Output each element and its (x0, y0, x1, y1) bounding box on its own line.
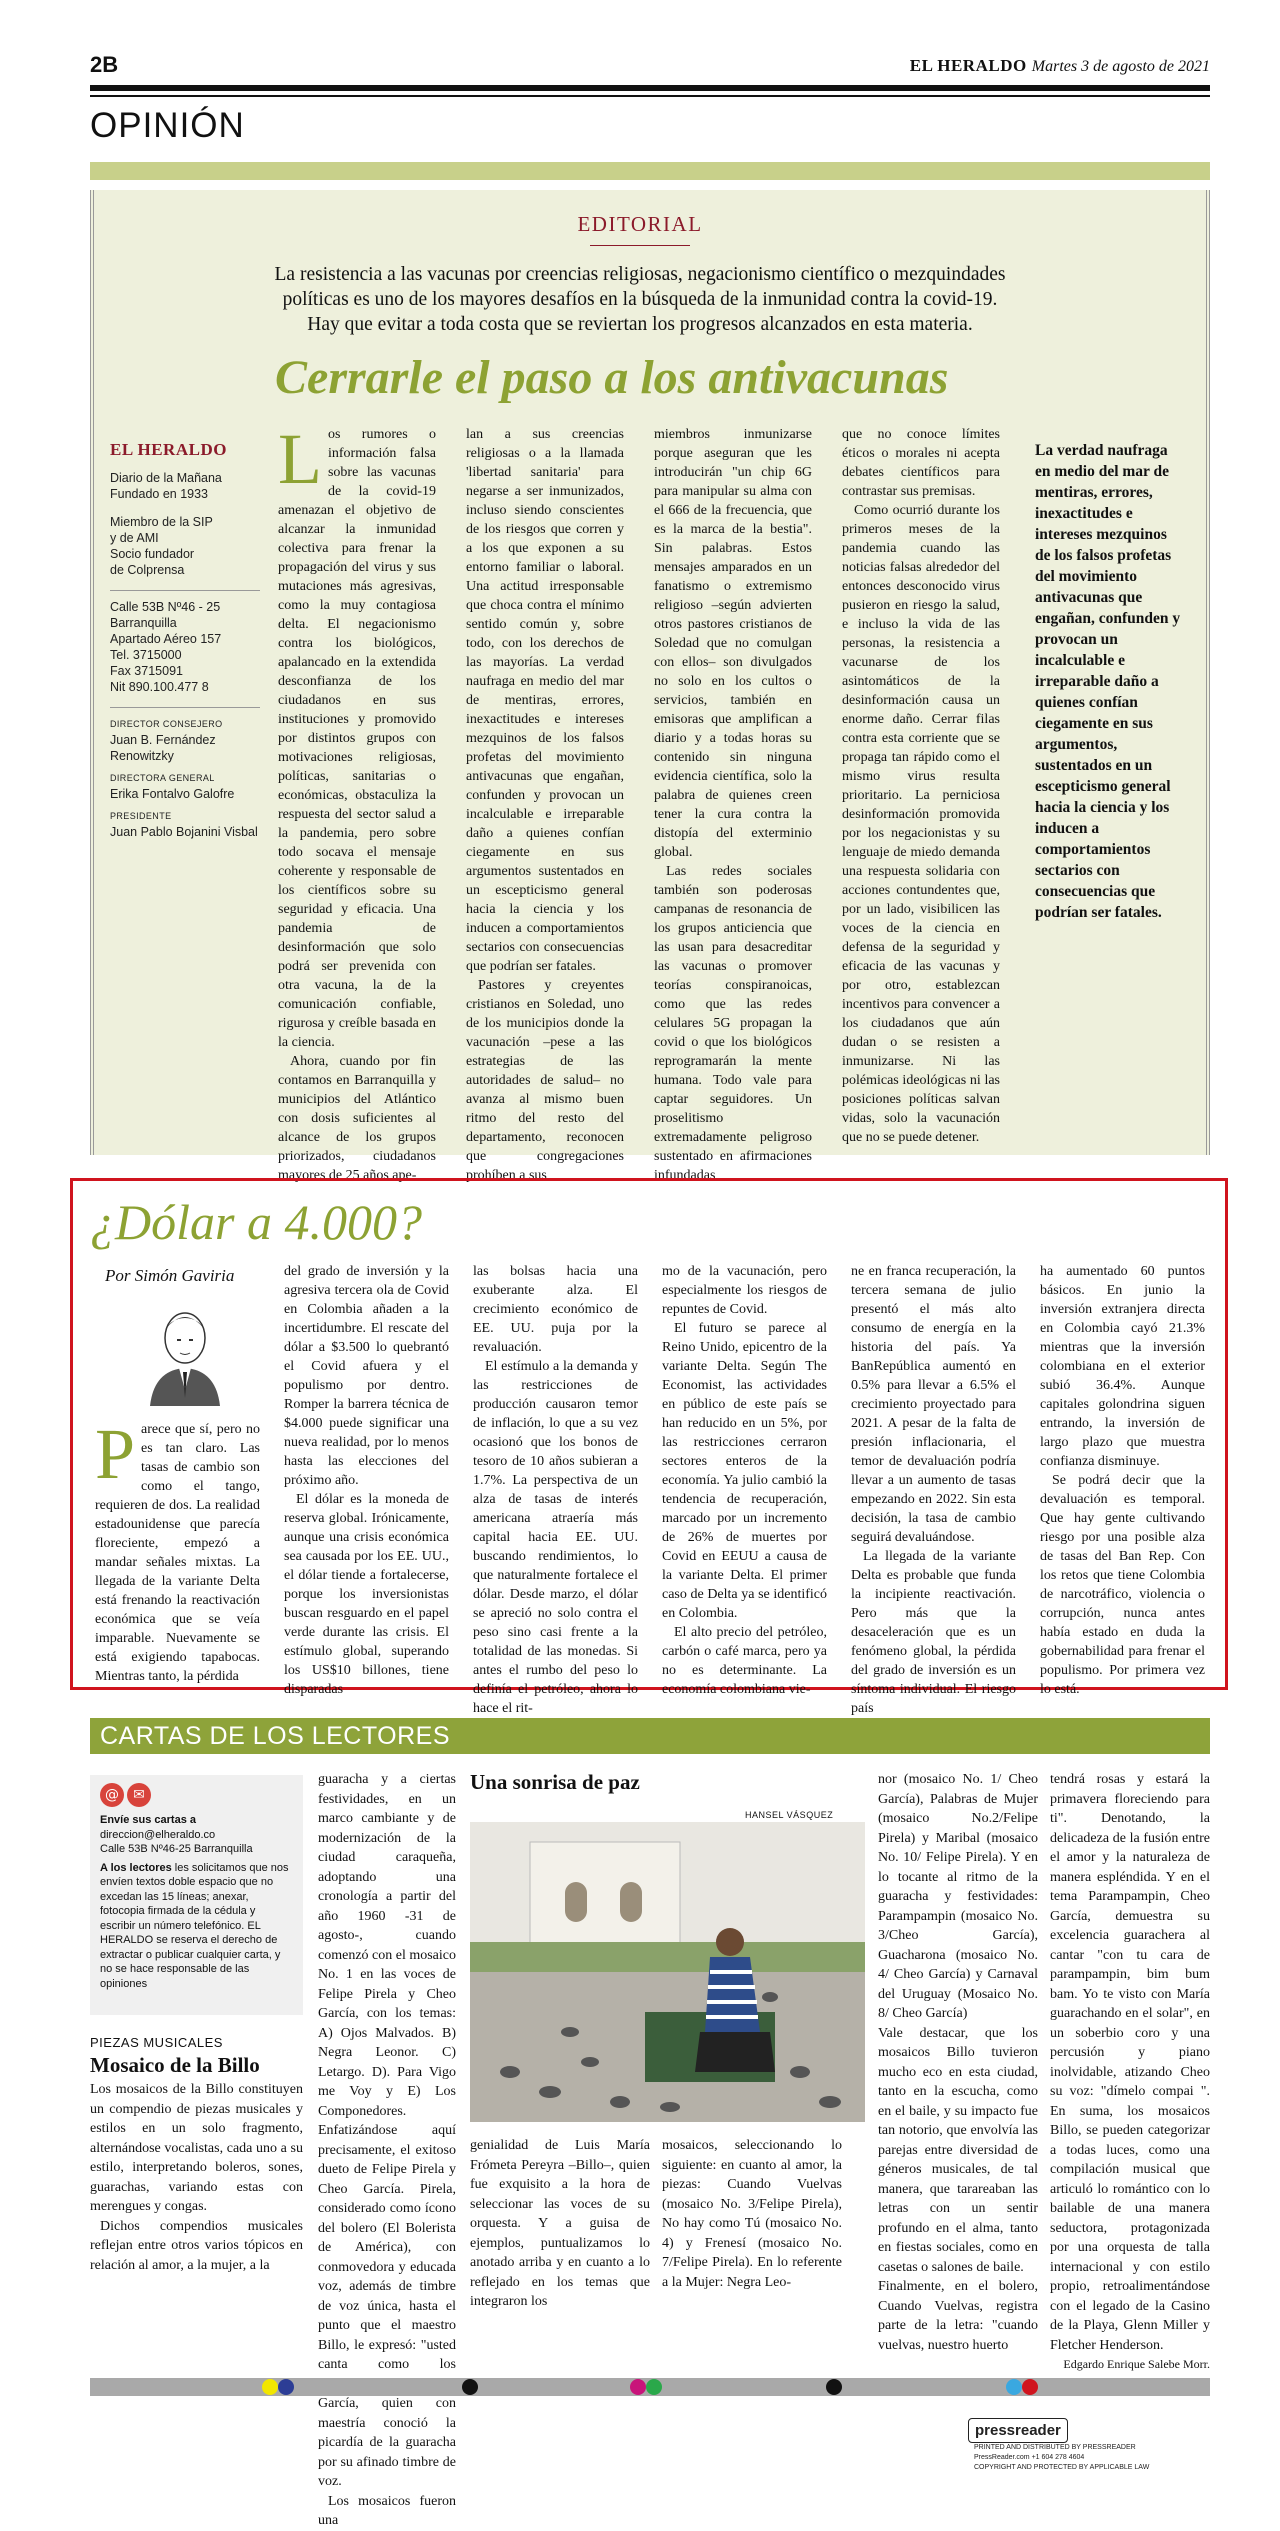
editorial-label-rule (590, 245, 690, 246)
masthead-tagline (110, 470, 260, 502)
letters-contact-box (90, 1775, 303, 2015)
staff-name: Juan Pablo Bojanini Visbal (110, 825, 258, 839)
registration-dot (1022, 2379, 1038, 2395)
address-line: Barranquilla (110, 616, 177, 630)
editorial-column-1 (278, 419, 436, 1183)
paragraph: Las redes sociales también son poderosas campanas de resonancia de los grupos anticiencia que las usan para desacreditar las vacunas o promover teorías conspiranoicas, como que las redes celulares 5G propagan la covid o que los biológicos reprogramarán la mente humana. Todo vale para captar seguidores. Un proselitismo extremadamente peligroso sustentado en afirmaciones infundadas (654, 864, 812, 1183)
paragraph: Dichos compendios musicales reflejan entre otros varios tópicos en relación al amor, a la mujer, a la (90, 2218, 303, 2273)
letter-column-3b (662, 2136, 842, 2370)
membership-line: Miembro de la SIP (110, 515, 213, 529)
editorial-pullquote: La verdad naufraga en medio del mar de mentiras, errores, inexactitudes e intereses mezquinos de los falsos profetas del movimiento antivacunas que engañan, confunden y provocan un incalculable e irreparable daño a quienes confían ciegamente en sus argumentos, sustentados en un escepticismo general hacia la ciencia y los inducen a comportamientos sectarios con consecuencias que podrían ser fatales. (1035, 442, 1181, 921)
pressreader-line: PRINTED AND DISTRIBUTED BY PRESSREADER (974, 2444, 1136, 2451)
contact-icons (100, 1783, 293, 1807)
paragraph: Los mosaicos fueron una (318, 2493, 456, 2528)
address-line: Fax 3715091 (110, 664, 183, 678)
paragraph: lan a sus creencias religiosas o a la llamada 'libertad sanitaria' para negarse a ser inmunizados, incluso siendo conscientes de los riesgos que corren y a los que exponen a su entorno familiar o laboral. Una actitud irresponsable que choca contra el mínimo sentido común y, sobre todo, con los derechos de las mayorías. La verdad naufraga en medio del mar de mentiras, errores, inexactitudes e intereses mezquinos de los falsos profetas del movimiento antivacunas que engañan, confunden y provocan un incalculable e irreparable daño a quienes confían ciegamente en sus argumentos sustentados en un escepticismo general hacia la ciencia y los inducen a comportamientos sectarios con consecuencias que podrían ser fatales. (466, 427, 624, 974)
editorial-column-2 (466, 425, 624, 1183)
address-line: Calle 53B Nº46 - 25 (110, 600, 221, 614)
issue-date: Martes 3 de agosto de 2021 (1031, 58, 1210, 75)
pressreader-badge[interactable] (968, 2418, 1218, 2471)
header-rule (90, 85, 1210, 91)
paragraph: El alto precio del petróleo, carbón o café marca, pero ya no es determinante. La economía colombiana vie- (662, 1625, 827, 1697)
editorial-column-4 (842, 425, 1000, 1145)
section-band (90, 162, 1210, 180)
paper-dateline (910, 56, 1210, 76)
pressreader-line: PressReader.com +1 604 278 4604 (974, 2454, 1085, 2461)
paragraph: Se podrá decir que la devaluación es temporal. Que hay gente cultivando riesgo por una posible alza de tasas del Ban Rep. Con los retos que tiene Colombia de narcotráfico, violencia o corrupción, nunca antes había estado en duda la gobernabilidad para frenar el populismo. Por primera vez lo está. (1040, 1473, 1205, 1697)
paragraph: mosaicos, seleccionando lo siguiente: en cuanto al amor, la piezas: Cuando Vuelvas (mosaico No. 3/Felipe Pirela), No hay como Tú (mosaico No. 4) y Frenesí (mosaico No. 7/Felipe Pirela). En lo referente a la Mujer: Negra Leo- (662, 2138, 842, 2290)
masthead (110, 440, 260, 840)
column-dropcap: P (95, 1414, 136, 1494)
editorial-headline: Cerrarle el paso a los antivacunas (275, 351, 949, 404)
paragraph: arece que sí, pero no es tan claro. Las tasas de cambio son como el tango, requieren de dos. La realidad estadounidense que parecía floreciente, empezó a mandar señales mixtas. La llegada de la variante Delta está frenando la reactivación económica que se veía imparable. Nuevamente se está exigiendo tapabocas. Mientras tanto, la pérdida (95, 1422, 260, 1684)
photo-title: Una sonrisa de paz (470, 1770, 640, 1794)
column-text-3 (473, 1262, 638, 1716)
tagline-line: Fundado en 1933 (110, 487, 209, 501)
editorial-label: EDITORIAL (577, 212, 703, 236)
paragraph: Finalmente, en el bolero, Cuando Vuelvas, registra parte de la letra: "cuando vuelvas, nuestro huerto (878, 2279, 1038, 2353)
address-line: Apartado Aéreo 157 (110, 632, 222, 646)
pressreader-logo: pressreader (968, 2418, 1068, 2443)
pressreader-line: COPYRIGHT AND PROTECTED BY APPLICABLE LAW (974, 2464, 1150, 2471)
registration-dot (826, 2379, 842, 2395)
membership-line: de Colprensa (110, 563, 185, 577)
tagline-line: Diario de la Mañana (110, 471, 222, 485)
paragraph: Los mosaicos de la Billo constituyen un compendio de piezas musicales y estilos en un solo fragmento, alternándose vocalistas, cada uno a su estilo, interpretando boleros, sones, guarachas, variando estas con merengues y congas. (90, 2082, 303, 2214)
paragraph: guaracha y a ciertas festividades, en un marco cambiante y de modernización de la ciudad caraqueña, adoptando una cronología a partir del año 1960 -31 de agosto-, cuando comenzó con el mosaico No. 1 en las voces de Felipe Pirela y Cheo García, con los temas: A) Ojos Malvados. B) Negra Leonor. C) Letargo. D). Para Vigo me Voy y E) Los Componedores. Enfatizándose aquí precisamente, el exitoso dueto de Felipe Pirela y Cheo García. Pirela, considerado como ícono del bolero (El Bolerista de América), con conmovedora y educada voz, además de timbre de voz única, hasta el punto que el maestro Billo, le expresó: "usted canta como los García, quien con maestría conoció la picardía de la guaracha por su afinado timbre de voz. (318, 1772, 457, 2489)
paragraph: Como ocurrió durante los primeros meses de la pandemia cuando las noticias falsas alrededor del entonces desconocido virus pusieron en riesgo la salud, e incluso la vida de las personas, la resistencia a vacunarse de los asintomáticos de la desinformación causa un enorme daño. Cerrar filas contra esta corriente que se propaga tan rápido como el mismo virus resulta prioritario. La perniciosa desinformación promovida por los negacionistas y su lenguaje de miedo demanda una respuesta solidaria con acciones contundentes que, por un lado, visibilicen las voces de la ciencia en defensa de la seguridad y eficacia de las vacunas y por otro, establezcan incentivos para convencer a los ciudadanos que aún dudan o se resisten a inmunizarse. Ni las polémicas ideológicas ni las posiciones políticas salvan vidas, solo la vacunación que no se puede detener. (842, 503, 1000, 1145)
paragraph: La llegada de la variante Delta es probable que funda la incipiente reactivación. Pero más que la desaceleración que es un fenómeno global, la pérdida del grado de inversión es un síntoma individual. El riesgo país (851, 1549, 1016, 1716)
masthead-logo: EL HERALDO (110, 440, 227, 459)
staff-name: Juan B. Fernández Renowitzky (110, 733, 216, 763)
section-title: OPINIÓN (90, 106, 245, 145)
page-number: 2B (90, 52, 119, 77)
masthead-address (110, 599, 260, 695)
column-text-2 (284, 1262, 449, 1697)
paragraph: mo de la vacunación, pero especialmente los riesgos de repuntes de Covid. (662, 1264, 827, 1317)
envelope-icon: ✉ (127, 1783, 151, 1807)
plaza-photo (470, 1822, 865, 2122)
staff-role: PRESIDENTE (110, 811, 172, 821)
contact-address: Calle 53B Nº46-25 Barranquilla (100, 1843, 253, 1855)
registration-dot (1006, 2379, 1022, 2395)
masthead-memberships (110, 514, 260, 578)
paragraph: miembros inmunizarse porque aseguran que les introducirán "un chip 6G para manipular su alma con el 666 de la frecuencia, que es la marca de la bestia". Sin palabras. Estos mensajes amparados en un fanatismo o extremismo religioso –según advierten otros pastores cristianos de Soledad que no comulgan con ellos– son divulgados no solo en los cultos o servicios, también en emisoras que amplifican a diario y a todas horas su contenido sin ninguna evidencia científica, solo la palabra de quienes creen tener la cura contra la distopía del exterminio global. (654, 427, 812, 860)
column-text-4 (662, 1262, 827, 1697)
staff-name: Erika Fontalvo Galofre (110, 787, 235, 801)
registration-dot (646, 2379, 662, 2395)
letter-column-3a (470, 2136, 650, 2370)
paragraph: os rumores o información falsa sobre las vacunas de la covid-19 amenazan el objetivo de alcanzar la inmunidad colectiva para frenar la propagación del virus y sus mutaciones más agresivas, como la muy contagiosa delta. El negacionismo contra los biológicos, apalancado en la extendida desconfianza de los ciudadanos en sus instituciones y promovido por distintos grupos con motivaciones religiosas, políticas, sanitarias o económicas, obstaculiza la respuesta del sector salud a la pandemia, pero sobre todo socava el mensaje coherente y responsable de los científicos sobre su seguridad y eficacia. Una pandemia de desinformación que solo podrá ser prevenida con otra vacuna, la de la comunicación confiable, rigurosa y creíble basada en la ciencia. (278, 427, 436, 1050)
letter-kicker: PIEZAS MUSICALES (90, 2035, 223, 2050)
address-line: Tel. 3715000 (110, 648, 182, 662)
paragraph: ha aumentado 60 puntos básicos. En junio la inversión extranjera directa en Colombia cayó 21.3% mientras que la inversión colombiana en el exterior subió 36.4%. Aunque capitales golondrina siguen entrando, la inversión de largo plazo que muestra confianza disminuye. (1040, 1264, 1205, 1469)
contact-note (100, 1861, 293, 1992)
editorial-dropcap: L (278, 419, 322, 499)
paper-name: EL HERALDO (909, 56, 1027, 75)
letter-signature: Edgardo Enrique Salebe Morr. (1063, 2357, 1210, 2371)
paragraph: genialidad de Luis María Frómeta Pereyra –Billo–, quien fue exquisito a la hora de seleccionar las voces de su orquesta. Y a guisa de ejemplos, puntualizamos lo anotado arriba y en cuanto a lo reflejado en los temas que integraron los (470, 2138, 650, 2309)
membership-line: Socio fundador (110, 547, 195, 561)
paragraph: nor (mosaico No. 1/ Cheo García), Palabras de Mujer (mosaico No.2/Felipe Pirela) y Maribal (mosaico No. 10/ Felipe Pirela). Y en lo tocante al ritmo de la guaracha y festividades: Parampampin (mosaico No. 3/Cheo García), Guacharona (mosaico No. 4/ Cheo García) y Carnaval del Uruguay (Mosaico No. 8/ Cheo García) (878, 1772, 1038, 2021)
masthead-staff (110, 716, 260, 840)
registration-dot (462, 2379, 478, 2395)
at-icon: @ (100, 1783, 124, 1807)
column-byline: Por Simón Gaviria (105, 1266, 235, 1285)
column-text-1 (95, 1414, 260, 1684)
column-text-6 (1040, 1262, 1205, 1697)
paragraph: del grado de inversión y la agresiva tercera ola de Covid en Colombia añaden a la incertidumbre. El rescate del dólar a $3.500 lo quebrantó el Covid afuera y el populismo por dentro. Romper la barrera técnica de $4.000 puede significar una nueva realidad, por lo menos hasta las elecciones del próximo año. (284, 1264, 449, 1488)
contact-email[interactable]: direccion@elheraldo.co (100, 1828, 216, 1841)
contact-title: Envíe sus cartas a (100, 1814, 197, 1826)
contact-note-text: les solicitamos que nos envíen textos doble espacio que no excedan las 15 líneas; anexar, fotocopia firmada de la cédula y escribir un número telefónico. EL HERALDO se reserva el derecho de extractar o publicar cualquier carta, y no se hace responsable de las opiniones (100, 1861, 289, 1990)
letter-column-4 (878, 1770, 1038, 2370)
paragraph: Pastores y creyentes cristianos en Soledad, uno de los municipios donde la vacunación –pese a las estrategias de las autoridades de salud– no avanza al mismo buen ritmo del resto del departamento, reconocen que congregaciones prohíben a sus (466, 978, 624, 1183)
letters-band: CARTAS DE LOS LECTORES (90, 1718, 1210, 1754)
paragraph: que no conoce límites éticos o morales ni acepta debates científicos para contrastar sus premisas. (842, 427, 1000, 499)
paragraph: El futuro se parece al Reino Unido, epicentro de la variante Delta. Según The Economist, las actividades en público de este país se han reducido en un 5%, por las restricciones cerraron sectores enteros de la economía. Ya julio cambió la tendencia de recuperación, marcado por un incremento de 26% de muertes por Covid en EEUU a causa de la variante Delta. El primer caso de Delta ya se identificó en Colombia. (662, 1321, 827, 1621)
photo-credit: HANSEL VÁSQUEZ (745, 1810, 834, 1820)
letter-column-5 (1050, 1770, 1210, 2370)
letter-column-1 (90, 2080, 303, 2370)
paragraph: Vale destacar, que los mosaicos Billo tuvieron mucho eco en esta ciudad, tanto en la escucha, como en el baile, y su impacto fue tan notorio, que envolvía las parejas entre diversidad de géneros musicales, de tal manera, que tarareaban las letras con un sentir profundo en el alma, tanto en fiestas sociales, como en casetas o salones de baile. (878, 2025, 1038, 2275)
paragraph: El estímulo a la demanda y las restricciones de producción causaron temor de inflación, lo que a su vez ocasionó que los bonos de tesoro de 10 años subieran a 1.7%. La perspectiva de un alza de tasas de interés americana atraería más capital hacia EE. UU. buscando rendimientos, lo que naturalmente fortalece el dólar. Desde marzo, el dólar se apreció no solo contra el peso sino casi frente a la totalidad de las monedas. Si antes el rumbo del peso lo definía el petróleo, ahora lo hace el rit- (473, 1359, 638, 1716)
registration-dot (262, 2379, 278, 2395)
author-portrait (140, 1298, 230, 1406)
pressreader-info (974, 2443, 1149, 2473)
masthead-rule (110, 707, 260, 708)
paragraph: tendrá rosas y estará la primavera floreciendo para ti". Denotando, la delicadeza de la fusión entre el amor y la naturaleza de manera espléndida. Y en el tema Parampampin, Cheo García, demuestra su excelencia guarachera al cantar "con tu cara de parampampin, bim bum bam. Yo te visto con María guarachando en el solar", en un soberbio coro y una percusión y piano inolvidable, atizando Cheo su voz: "dímelo compai ". En suma, los mosaicos Billo, se pueden categorizar a todas luces, como una compilación musical que articuló lo romántico con lo bailable de una manera seductora, protagonizada por una orquesta de talla internacional y con estilo propio, retroalimentándose con el legado de la Casino de la Playa, Glenn Miller y Fletcher Henderson. (1050, 1772, 1210, 2353)
membership-line: y de AMI (110, 531, 159, 545)
paragraph: El dólar es la moneda de reserva global. Irónicamente, aunque una crisis económica sea causada por los EE. UU., el dólar tiende a fortalecerse, porque los inversionistas buscan resguardo en el papel verde durante las crisis. El estímulo global, superando los US$10 billones, tiene disparadas (284, 1492, 449, 1697)
paragraph: Ahora, cuando por fin contamos en Barranquilla y municipios del Atlántico con dosis suficientes al alcance de los grupos priorizados, ciudadanos mayores de 25 años ape- (278, 1054, 436, 1183)
registration-dot (278, 2379, 294, 2395)
column-text-5 (851, 1262, 1016, 1716)
paragraph: ne en franca recuperación, la tercera semana de julio presentó el más alto consumo de energía en la historia del país. Ya BanRepública aumentó en 0.5% para llevar a 6.5% el crecimiento proyectado para 2021. A pesar de la falta de presión inflacionaria, el temor de devaluación podría llevar a un aumento de tasas empezando en 2022. Sin esta decisión, la tasa de cambio seguirá devaluándose. (851, 1264, 1016, 1545)
masthead-rule (110, 590, 260, 591)
editorial-deck: La resistencia a las vacunas por creencias religiosas, negacionismo científico o mezquindades políticas es uno de los mayores desafíos en la búsqueda de la inmunidad contra la covid-19. Hay que evitar a toda costa que se reviertan los progresos alcanzados en esta materia. (274, 264, 1006, 335)
contact-note-bold: A los lectores (100, 1861, 172, 1874)
letter-title: Mosaico de la Billo (90, 2053, 260, 2077)
paragraph: las bolsas hacia una exuberante alza. El crecimiento económico de EE. UU. puja por la revaluación. (473, 1264, 638, 1355)
staff-role: DIRECTOR CONSEJERO (110, 719, 223, 729)
staff-role: DIRECTORA GENERAL (110, 773, 215, 783)
letter-column-2 (318, 1770, 457, 2528)
editorial-column-3 (654, 425, 812, 1183)
address-line: Nit 890.100.477 8 (110, 680, 209, 694)
column-headline: ¿Dólar a 4.000? (90, 1194, 422, 1250)
header-rule-thin (90, 95, 1210, 97)
registration-dot (630, 2379, 646, 2395)
